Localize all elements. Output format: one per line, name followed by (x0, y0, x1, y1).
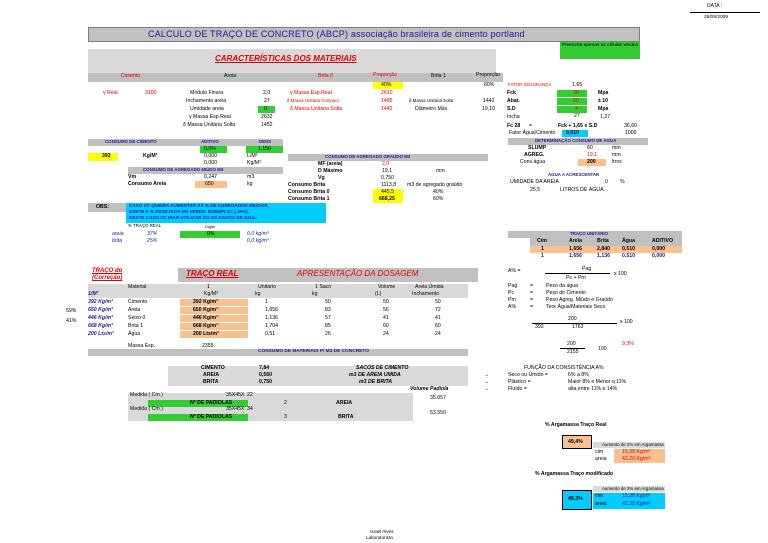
massa-esp-value: 2355 (202, 343, 214, 349)
fc28-label: Fc 28 (507, 123, 521, 129)
formula-def-symbol: Pc (508, 290, 515, 296)
dosagem-row-value: 650 Kg/m³ (193, 307, 218, 313)
mf-label: MF (areia) (318, 161, 343, 167)
umidade-areia-value: 0 (605, 179, 608, 185)
dosagem-unit: Kg/M³ (204, 291, 218, 297)
formula-def-eq: = (530, 297, 534, 303)
traco-unit-cell: 1 (541, 246, 544, 252)
gamma-real-value: 3100 (145, 90, 157, 96)
traco-unit-cell: 1,656 (569, 246, 582, 252)
formula-def-eq: = (530, 283, 534, 289)
digite-label: Digite (205, 224, 216, 229)
fator-seg-label: FATOR SEGURANÇA (508, 82, 552, 87)
dosagem-row-material: Cimento (128, 299, 148, 305)
traco-unit-cell: 1,136 (597, 253, 610, 259)
argamassa-pct1: 49,4% (568, 439, 583, 445)
m3-areia: m3 DE AREIA UMIDA (349, 372, 401, 378)
areia-kg: 0,0 kg/m³ (247, 231, 269, 237)
fraction-line1 (545, 273, 610, 274)
consumo-brita0-label: Consumo Brita 0 (288, 189, 330, 195)
slump-unit: mm (612, 145, 621, 151)
vol2: 53.550 (430, 410, 446, 416)
vm-value: 0,247 (204, 174, 217, 180)
brita-unit-solta-label: δ Massa Unitária Solta (290, 106, 343, 112)
vm-label: Vm (128, 174, 137, 180)
dosagem-row-saco: 57 (325, 315, 331, 321)
col-areia: Areia (224, 73, 237, 79)
cim1-value: 15,38 Kg/m³ (622, 449, 651, 455)
padiolas2-value: 3 (284, 414, 287, 420)
incha-extra: 1,27 (600, 114, 611, 120)
traco-unit-col-header: ADITIVO (652, 238, 674, 244)
n1763: 1763 (572, 324, 584, 330)
b1-unit-solta-value: 1442 (483, 98, 495, 104)
cons-label: Cons.água (520, 159, 546, 165)
agreg-label: AGREG. (524, 152, 545, 158)
fator-seg-value: 1,65 (572, 82, 583, 88)
dosagem-row-saco: 85 (325, 323, 331, 329)
dosagem-row-unit: 1,656 (265, 307, 278, 313)
consumo-brita1-pct: 60% (433, 196, 444, 202)
dosagem-row-unit: 1,136 (265, 315, 278, 321)
b1-unit-solta-label: δ Massa Unitária Solta (409, 98, 454, 103)
argamassa-pct2: 49,3% (568, 496, 583, 502)
aditivo-pct: 0,0% (204, 146, 216, 152)
traco-unit-cell: 0,000 (652, 253, 665, 259)
consistencia-header: FUNÇÃO DA CONSISTÊNCIA A% (524, 365, 604, 371)
pct93: 9,3% (622, 341, 634, 347)
traco-unit-cell: 1,656 (569, 253, 582, 259)
dosagem-row-volume: 50 (383, 299, 389, 305)
litros-label: LITROS DE ÁGUA (560, 187, 604, 193)
brita-pct: 25% (147, 238, 158, 244)
sd-label: S.D (507, 106, 516, 112)
col-proporcao: Proporção (373, 72, 397, 78)
sacos-header: SACOS DE CIMENTO (356, 365, 409, 371)
traco-unit-header: TRAÇO UNITÁRIO (570, 231, 609, 236)
brita-unit-comp-label: δ Massa Unitária Compact. (287, 98, 340, 103)
fator-ac-label: Fator Água/Cimento (509, 130, 556, 136)
col-brita1: Brita 1 (431, 73, 446, 79)
dosagem-row-unit: 0,51 (265, 331, 276, 337)
dosagem-row-value: 668 Kg/m³ (193, 323, 218, 329)
dosagem-row-left: 392 Kg/m³ (88, 299, 113, 305)
consumo-brita-value: 1113,8 (381, 182, 397, 188)
col-brita0: Brita 0 (318, 73, 333, 79)
dosagem-row-value: 392 Kg/m³ (193, 299, 218, 305)
traco-unit-col-header: Areia (569, 238, 582, 244)
formula-def-eq: = (530, 290, 534, 296)
modulo-finura-value: 2,0 (263, 90, 271, 96)
consumo-areia-label: Consumo Areia (128, 181, 167, 187)
vol1: 35.057 (430, 395, 446, 401)
medida1-value: 35X45X (226, 392, 245, 398)
dosagem-row-material: Areia (128, 307, 141, 313)
argamassa-title1: % Argamassa Traço Real (545, 422, 607, 428)
inchamento-value: 27 (264, 98, 270, 104)
dosagem-row-saco: 83 (325, 307, 331, 313)
dosagem-row-material: Seixo 0 (128, 315, 146, 321)
footer-name: Israel Alves (370, 529, 394, 534)
traco-unit-col-header: Brita (597, 238, 609, 244)
umidade-label: Umidade areia (190, 106, 224, 112)
massa-unit-solta-label: δ Massa Unitária Solta (183, 122, 236, 128)
modulo-finura-label: Módulo Finura (190, 90, 224, 96)
areia2-label: areia (595, 501, 607, 507)
traco-unit-col-header: Cim (537, 238, 547, 244)
brita-kg: 0,0 kg/m³ (247, 238, 269, 244)
sd-value: 4 (575, 106, 578, 112)
diametro-value: 19,10 (482, 106, 495, 112)
brita-txt: BRITA (338, 414, 354, 420)
brita-label: brita (112, 238, 123, 244)
formula-def-text: Teor Água/Materiais Seco (546, 304, 606, 310)
dosagem-row-left: 446 Kg/m³ (88, 315, 113, 321)
correcao-label: TRAÇO do (Correção) (92, 268, 123, 282)
dosagem-col-header: 1 (207, 284, 210, 290)
aditivo-u2: Kg/M³ (247, 160, 261, 166)
agua-header: DETERMINAÇÃO CONSUMO DE ÁGUA (535, 138, 617, 143)
cons-value: 200 (587, 159, 596, 165)
agreg-value: 19,1 (587, 152, 598, 158)
vg-label: Vg (318, 175, 325, 181)
obs-line1: CASO VC QUEIRA AUMENTAR AS % DE AGREGADOS MIÚDOS. (129, 203, 269, 208)
areia2-value: 42,20 Kg/m³ (622, 501, 651, 507)
brita-massa-esp-value: 2610 (381, 90, 393, 96)
cons-unit: ltros (612, 159, 622, 165)
fill-note: Preencha apenas as células Verdes (560, 42, 640, 59)
fator-ac-extra: 1000 (625, 130, 637, 136)
areia-sacos-value: 0,560 (259, 372, 272, 378)
sd-cell[interactable] (557, 106, 587, 113)
dosagem-row-left: 200 Lts/m³ (88, 331, 114, 337)
a-label: A% = (508, 268, 521, 274)
obs-line3: NESTE CASO VC IRAR UTILIZAR SO OS DADOS DE AZUL. (129, 215, 258, 220)
dosagem-unit: kg (255, 291, 261, 297)
diametro-label: Diâmetro Máx. (415, 106, 449, 112)
pag-top: Pag (582, 266, 592, 272)
consistencia-text: Seco ou Úmido = (508, 372, 548, 378)
miudo-header: CONSUMO DE AGREGADO MIÚDO M3 (143, 167, 224, 172)
dosagem-row-value: 446 Kg/m³ (193, 315, 218, 321)
formula-def-text: Peso Agreg. Miúdo e Graúdo (546, 297, 613, 303)
n200b: 200 (567, 341, 576, 347)
dosagem-unit: (L) (375, 291, 382, 297)
areia-pct: 37% (147, 231, 158, 237)
medida1-h: 22 (247, 392, 253, 398)
date-value: 25/06/2009 (704, 15, 729, 20)
aditivo-header: ADITIVO (201, 139, 219, 144)
slump-label: SLUMP (528, 145, 547, 151)
consistencia-arrow: → (484, 379, 490, 385)
fc28-value: 36,60 (624, 123, 637, 129)
medida1-label: Medida ( Cm ) (130, 392, 163, 398)
vm-unit: m3 (247, 174, 255, 180)
fck-label: Fck (507, 90, 516, 96)
consumo-brita0-pct: 40% (433, 189, 444, 195)
dmax-value: 19,1 (382, 168, 393, 174)
n392: 392 (535, 324, 544, 330)
dosagem-row-umida: 50 (435, 299, 441, 305)
consumo-areia-unit: kg (247, 181, 253, 187)
cim2-value: 15,38 Kg/m³ (622, 493, 651, 499)
umidade-areia-unit: % (620, 179, 625, 185)
m3-brita: m3 DE BRITA (359, 379, 393, 385)
vg-value: 0,750 (381, 175, 394, 181)
acrescentar-header: ÁGUA A ACRESCENTAR (548, 172, 600, 177)
formula-def-eq: = (530, 304, 534, 310)
consistencia-arrow: → (484, 386, 490, 392)
areia-sacos-label: AREIA (203, 372, 220, 378)
consumo-cimento-unit: Kg/M³ (143, 153, 158, 159)
dosagem-row-volume: 24 (383, 331, 389, 337)
traco-unit-cell: 1 (541, 253, 544, 259)
brita0-prop: 40% (381, 82, 392, 88)
dosagem-col-header: Unitário (258, 284, 276, 290)
dosagem-unit: kg (312, 291, 318, 297)
traco-unit-cell: 0,510 (622, 253, 635, 259)
fc28-eq: = (529, 123, 533, 129)
abat-value: 60 (573, 98, 579, 104)
padiolas1-label: Nº DE PADIOLAS (190, 400, 233, 406)
consistencia-text: Plástico = (508, 379, 531, 385)
incha-value: 27 (574, 113, 580, 119)
brita-sacos-label: BRITA (203, 379, 219, 385)
dosagem-col-header: Material (128, 284, 147, 290)
traco-real-label: % TRAÇO REAL (128, 223, 162, 228)
dmax-label: D Máximo (318, 168, 343, 174)
volume-padiola: Volume Padiola (410, 386, 449, 392)
apresentacao-title: APRESENTAÇÃO DA DOSAGEM (297, 269, 419, 278)
consumo-brita1-value: 668,25 (379, 196, 395, 202)
dosagem-row-saco: 26 (325, 331, 331, 337)
obs-line2: DIGITE A % DESEJADA NO VERDE. EXEMPLO= ( 20%). (129, 209, 250, 214)
umidade-areia-label: UMIDADE DA AREIA (510, 179, 560, 185)
x100c: 100 (598, 346, 607, 352)
dosagem-row-volume: 56 (383, 307, 389, 313)
medida2-h: 34 (247, 406, 253, 412)
medida2-value: 35X45X (226, 406, 245, 412)
consistencia-arrow: → (484, 372, 490, 378)
date-label: DATA : (707, 3, 723, 9)
aditivo-u1: L/M³ (247, 153, 258, 159)
dosagem-row-umida: 41 (435, 315, 441, 321)
padiolas2-label: Nº DE PADIOLAS (190, 414, 233, 420)
page-title: CALCULO DE TRAÇO DE CONCRETO (ABCP) associação brasileira de cimento portland (148, 29, 525, 39)
dosagem-col-header: Areia Úmida (415, 284, 444, 290)
cimento-sacos-value: 7,84 (259, 365, 270, 371)
n2155: 2155 (567, 349, 579, 355)
obs-label: OBS: (96, 204, 109, 210)
fck-unit: Mpa (598, 90, 609, 96)
slump-value: 60 (587, 145, 593, 151)
consumo-brita-label: Consumo Brita (288, 182, 326, 188)
consumo-cimento-value: 392 (102, 153, 111, 159)
dosagem-row-umida: 60 (435, 323, 441, 329)
padiolas1-value: 2 (284, 400, 287, 406)
dosagem-row-unit: 1 (265, 299, 268, 305)
dosagem-row-volume: 41 (383, 315, 389, 321)
cim2-label: cim (595, 493, 604, 499)
dosagem-row-material: Brita 1 (128, 323, 143, 329)
cimento-sacos-label: CIMENTO (201, 365, 225, 371)
brita-unit-comp-value: 1485 (381, 98, 393, 104)
dosagem-row-left: 668 Kg/m³ (88, 323, 113, 329)
fck-cell[interactable] (557, 90, 587, 97)
traco-unit-cell: 0,510 (622, 246, 635, 252)
areia-label: areia (112, 231, 124, 237)
dosagem-row-saco: 50 (325, 299, 331, 305)
dosagem-row-left: 650 Kg/m³ (88, 307, 113, 313)
areia-digite: 0% (207, 231, 215, 237)
brita1-prop: 60% (484, 82, 495, 88)
massa-esp-label: Massa Esp. (128, 343, 156, 349)
consumo-brita0-value: 445,5 (381, 189, 394, 195)
side-unit: 1/M³ (88, 291, 99, 297)
traco-unit-col-header: Água (622, 238, 635, 244)
date-underline (690, 12, 760, 13)
brita-unit-solta-value: 1442 (381, 106, 393, 112)
dosagem-row-umida: 72 (435, 307, 441, 313)
litros-value: 25,5 (530, 187, 541, 193)
aumento2: Aumento de 2% em Argamassa (602, 486, 664, 491)
fck-value: 30 (573, 90, 579, 96)
dosagem-row-umida: 24 (435, 331, 441, 337)
dosagem-col-header: Volume (378, 284, 396, 290)
consistencia-text: Fluído = (508, 386, 527, 392)
n200a: 200 (568, 316, 577, 322)
areia1-value: 42,20 Kg/m³ (622, 456, 651, 462)
abat-unit: ± 10 (598, 98, 609, 104)
massa-unit-solta-value: 1452 (261, 122, 273, 128)
gamma-real-label: γ Real (103, 90, 118, 96)
consumo-areia-value: 650 (205, 181, 214, 187)
medida2-label: Medida ( Cm ) (130, 406, 163, 412)
consistencia-value: 6% a 8% (568, 372, 589, 378)
col-proporcao2: Proporção (476, 72, 500, 78)
x100: x 100 (614, 271, 627, 277)
consumo-brita-desc: m3 de agregado graúdo (407, 182, 463, 188)
materials-section-title: CARACTERÍSTICAS DOS MATERIAIS (215, 54, 357, 63)
dosagem-row-material: Água (128, 331, 141, 337)
consistencia-value: Maior 8% e Menor q 11% (568, 379, 627, 385)
dens-value: 1,150 (258, 146, 271, 152)
pc-bottom: Pc + Pm (566, 275, 586, 281)
footer-role: Laboratorista (366, 535, 393, 540)
consumo-cimento-header: CONSUMO DE CIMENTO (105, 139, 157, 144)
abat-label: Abat. (507, 98, 520, 104)
dosagem-col-header: 1 Saco (315, 284, 332, 290)
dens-header: DENS (259, 139, 272, 144)
col-cimento: Cimento (121, 73, 141, 79)
massa-esp-real-value: 2632 (261, 114, 273, 120)
areia-txt: AREIA (336, 400, 353, 406)
graudo-header: CONSUMO DE AGREGADO GRAÚDO M3 (325, 154, 411, 159)
pct59: 59% (66, 308, 77, 314)
formula-def-text: Peso da água (546, 283, 579, 289)
formula-def-symbol: A% (508, 304, 517, 310)
agreg-unit: mm (612, 152, 621, 158)
abat-cell[interactable] (557, 98, 587, 105)
argamassa-title2: % Argamassa Traço modificado (535, 471, 614, 477)
fc28-expr: Fck + 1,65 x S.D (558, 123, 598, 129)
traco-real-title: TRAÇO REAL (186, 269, 239, 278)
sd-unit: Mpa (598, 106, 609, 112)
pct41: 41% (66, 318, 77, 324)
mf-value: 2,0 (382, 161, 390, 167)
umidade-value: 0 (264, 106, 267, 112)
cim1-label: cim (595, 449, 604, 455)
dmax-unit: mm (436, 168, 445, 174)
formula-def-symbol: Pm (508, 297, 516, 303)
traco-unit-cell: 2,840 (597, 246, 610, 252)
aditivo-v1: 0,000 (204, 153, 217, 159)
dosagem-row-value: 200 Lts/m³ (193, 331, 219, 337)
formula-def-text: Peso do Cimento (546, 290, 586, 296)
consumo-brita1-label: Consumo Brita 1 (288, 196, 330, 202)
aumento1: Aumento de 2% em Argamassa (602, 442, 664, 447)
incha-label: Incha (507, 114, 520, 120)
dosagem-unit: Inchamento (412, 291, 440, 297)
brita-massa-esp-label: γ Massa Esp.Real (290, 90, 332, 96)
consumo-footer: CONSUMO DE MATERIAIS P/ M3 DE CONCRETO (258, 349, 369, 354)
areia1-label: areia (595, 456, 607, 462)
dosagem-row-unit: 1,704 (265, 323, 278, 329)
consistencia-value: alta,entre 11% e 14% (568, 386, 618, 392)
dosagem-row-volume: 60 (383, 323, 389, 329)
brita-sacos-value: 0,750 (259, 379, 272, 385)
massa-esp-real-label: γ Massa Esp.Real (189, 114, 231, 120)
formula-def-symbol: Pag (508, 283, 518, 289)
x100b: x 100 (620, 319, 633, 325)
traco-unit-cell: 0,000 (652, 246, 665, 252)
aditivo-v2: 0,000 (204, 160, 217, 166)
fator-ac-value: 0,510 (566, 130, 579, 136)
inchamento-label: Inchamento areia (186, 98, 227, 104)
